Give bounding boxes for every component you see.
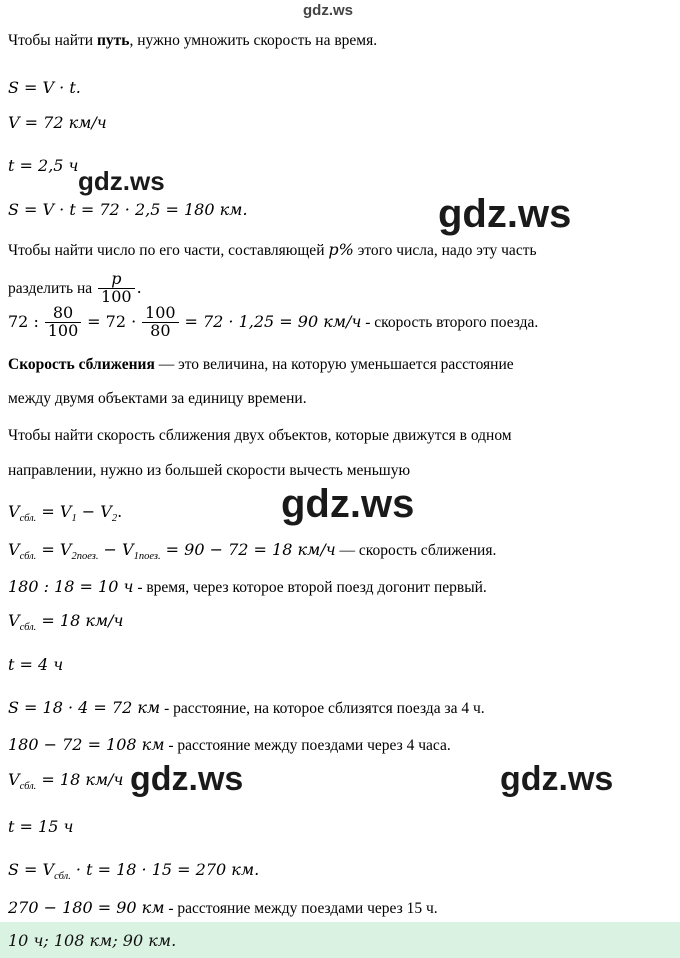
result-line-1 <box>8 577 672 598</box>
result-line-5 <box>8 735 672 756</box>
fraction-100-80 <box>142 305 179 340</box>
result6-v: V <box>8 770 20 789</box>
result9-text: - расстояние между поездами через 15 ч. <box>168 900 438 917</box>
csf2-c: − V <box>98 540 134 559</box>
formula-time-value: t = 2,5 ч <box>8 156 79 175</box>
percent-rule-part2: этого числа, надо эту часть <box>353 242 537 259</box>
csf1-sub2: 1 <box>71 513 77 525</box>
result-line-8 <box>8 860 672 884</box>
result2-v: V <box>8 611 20 630</box>
fraction-100b: 100 <box>142 305 179 323</box>
result-line-3: t = 4 ч <box>8 655 64 674</box>
result4-math: S = 18 · 4 = 72 км <box>8 698 161 717</box>
result1-text: - время, через которое второй поезд догонит первый. <box>137 579 487 596</box>
intro-post: , нужно умножить скорость на время. <box>129 32 378 49</box>
csf2-b: = V <box>36 540 72 559</box>
rule-line2: направлении, нужно из большей скорости вычесть меньшую <box>8 462 411 479</box>
percent-rule-part3: разделить на <box>8 279 93 297</box>
percent-rule-part1: Чтобы найти число по его части, составляющей <box>8 242 329 259</box>
calc-eq2: = 72 · 1,25 = 90 км/ч <box>184 311 362 331</box>
formula-path: S = V · t. <box>8 78 81 97</box>
fraction-80b: 80 <box>150 320 171 340</box>
result4-text: - расстояние, на которое сблизятся поезда за 4 ч. <box>164 700 485 717</box>
definition-text: — это величина, на которую уменьшается расстояние <box>154 356 514 373</box>
csf2-d: = 90 − 72 = 18 км/ч <box>160 540 336 559</box>
rule-line1: Чтобы найти скорость сближения двух объектов, которые движутся в одном <box>8 427 512 444</box>
fraction-80-100 <box>45 305 82 340</box>
formula-path-calc: S = V · t = 72 · 2,5 = 180 км. <box>8 200 248 219</box>
definition-term: Скорость сближения <box>8 356 155 373</box>
result-line-2 <box>8 611 672 635</box>
watermark-gdz-right-upper: gdz.ws <box>438 192 572 236</box>
csf2-a-sub: сбл. <box>19 551 37 563</box>
formula-speed-value: V = 72 км/ч <box>8 113 107 132</box>
result1-math: 180 : 18 = 10 ч <box>8 577 134 596</box>
fraction-p-100 <box>98 271 135 306</box>
result-line-7: t = 15 ч <box>8 817 74 836</box>
watermark-gdz-lower-left: gdz.ws <box>130 760 244 798</box>
csf2-c-sub: 1поез. <box>133 551 161 563</box>
csf1-minus: − V <box>76 502 112 521</box>
csf1-rest: = V <box>36 502 72 521</box>
result6-sub: сбл. <box>19 781 37 793</box>
result6-value: = 18 км/ч <box>36 770 124 789</box>
csf2-a: V <box>8 540 20 559</box>
definition-line2: между двумя объектами за единицу времени. <box>8 390 307 407</box>
result9-math: 270 − 180 = 90 км <box>8 898 165 917</box>
result5-text: - расстояние между поездами через 4 часа. <box>168 737 451 754</box>
calc-tail: - скорость второго поезда. <box>365 313 539 331</box>
result-line-4 <box>8 698 672 719</box>
result-line-9 <box>8 898 672 919</box>
definition-line1 <box>8 356 672 375</box>
result8-b: · t = 18 · 15 = 270 км. <box>70 860 260 879</box>
fraction-numerator: p <box>98 271 135 289</box>
percent-rule-line2 <box>8 269 672 307</box>
watermark-gdz-lower-right: gdz.ws <box>500 760 614 798</box>
fraction-100a: 100 <box>47 320 79 340</box>
csf1-sub: сбл. <box>19 513 37 525</box>
csf2-tail: — скорость сближения. <box>339 542 497 559</box>
percent-rule-line1 <box>8 240 672 261</box>
percent-calculation <box>8 303 672 341</box>
calc-lead: 72 : <box>8 311 39 331</box>
result2-sub: сбл. <box>19 622 37 634</box>
answer-text: 10 ч; 108 км; 90 км. <box>8 931 177 950</box>
closing-speed-formula1 <box>8 502 672 526</box>
intro-bold: путь <box>96 32 130 49</box>
watermark-gdz-left-upper: gdz.ws <box>78 166 165 196</box>
csf1-sub3: 2 <box>111 513 118 525</box>
closing-speed-formula2 <box>8 540 672 564</box>
intro-line <box>8 32 672 51</box>
fraction-denominator: 100 <box>101 286 132 306</box>
intro-pre: Чтобы найти <box>8 32 97 49</box>
calc-eq1: = 72 · <box>87 311 137 331</box>
result-line-6 <box>8 770 672 794</box>
fraction-80: 80 <box>45 305 82 323</box>
csf1-end: . <box>117 502 123 521</box>
watermark-gdz-top: gdz.ws <box>303 2 354 19</box>
csf1-v: V <box>8 502 20 521</box>
result8-sub: сбл. <box>54 871 71 883</box>
result2-value: = 18 км/ч <box>36 611 124 630</box>
csf2-b-sub: 2поез. <box>71 551 99 563</box>
percent-rule-dot: . <box>136 277 142 297</box>
result5-math: 180 − 72 = 108 км <box>8 735 165 754</box>
watermark-gdz-center: gdz.ws <box>281 482 415 526</box>
percent-symbol: p% <box>328 240 354 259</box>
result8-a: S = V <box>8 860 55 879</box>
